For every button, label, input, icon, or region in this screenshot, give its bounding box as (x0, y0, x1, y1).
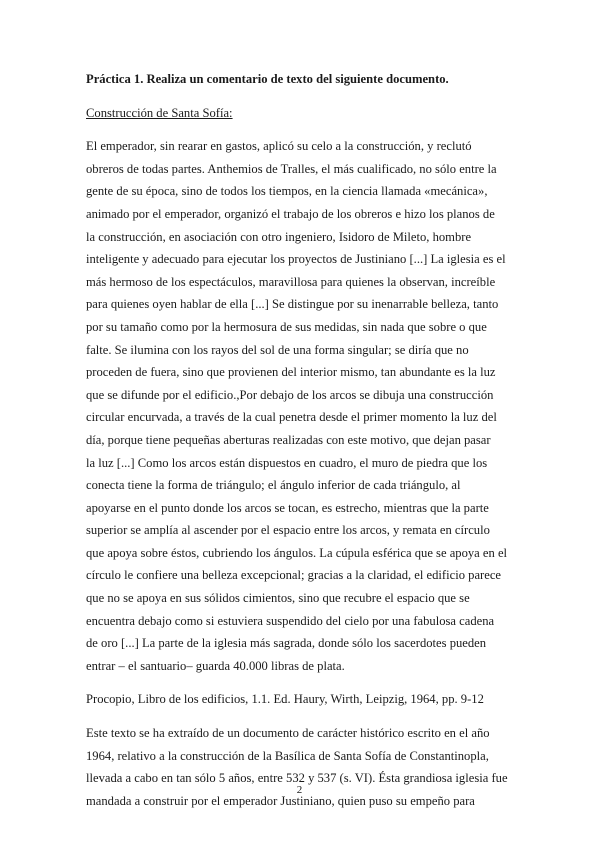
commentary-paragraph (86, 722, 523, 812)
text-line: que apoya sobre éstos, cubriendo los ángulos. La cúpula esférica que se apoya en el (86, 545, 508, 560)
text-line: proceden de fuera, sino que provienen del interior mismo, tan abundante es la luz (86, 365, 496, 380)
text-line: mandada a construir por el emperador Justiniano, quien puso su empeño para (86, 793, 475, 808)
section-subheading: Construcción de Santa Sofía: (86, 105, 233, 120)
text-line: círculo le confiere una belleza excepcional; gracias a la claridad, el edificio parece (86, 568, 501, 583)
text-line: más hermoso de los espectáculos, maravillosa para quienes la observan, increíble (86, 274, 496, 289)
text-line: la luz [...] Como los arcos están dispuestos en cuadro, el muro de piedra que los (86, 455, 488, 470)
text-line: 1964, relativo a la construcción de la Basílica de Santa Sofía de Constantinopla, (86, 748, 489, 763)
text-line: falte. Se ilumina con los rayos del sol de una forma singular; se diría que no (86, 342, 469, 357)
text-line: entrar – el santuario– guarda 40.000 libras de plata. (86, 658, 345, 673)
text-line: conecta tiene la forma de triángulo; el ángulo inferior de cada triángulo, al (86, 478, 461, 493)
text-line: para quienes oyen hablar de ella [...] Se distingue por su inenarrable belleza, tanto (86, 297, 499, 312)
text-line: obreros de todas partes. Anthemios de Tralles, el más cualificado, no sólo entre la (86, 161, 497, 176)
text-line: circular encurvada, a través de la cual penetra desde el primer momento la luz del (86, 410, 497, 425)
text-line: la construcción, en asociación con otro ingeniero, Isidoro de Mileto, hombre (86, 229, 472, 244)
text-line: que se difunde por el edificio.,Por debajo de los arcos se dibuja una construcción (86, 387, 494, 402)
text-line: día, porque tiene pequeñas aberturas realizadas con este motivo, que dejan pasar (86, 432, 491, 447)
text-line: de oro [...] La parte de la iglesia más sagrada, donde sólo los sacerdotes pueden (86, 636, 487, 651)
text-line: superior se amplía al ascender por el espacio entre los arcos, y remata en círculo (86, 523, 490, 538)
document-body (86, 68, 523, 823)
text-line: encuentra debajo como si estuviera suspendido del cielo por una fabulosa cadena (86, 613, 495, 628)
quoted-text-paragraph (86, 135, 523, 677)
text-line: animado por el emperador, organizó el trabajo de los obreros e hizo los planos de (86, 206, 495, 221)
page-number: 2 (296, 784, 303, 796)
source-citation: Procopio, Libro de los edificios, 1.1. Ed. Haury, Wirth, Leipzig, 1964, pp. 9-12 (86, 692, 484, 707)
text-line: Este texto se ha extraído de un documento de carácter histórico escrito en el año (86, 726, 490, 741)
text-line: por su tamaño como por la hermosura de sus medidas, sin nada que sobre o que (86, 319, 487, 334)
text-line: que no se apoya en sus sólidos cimientos, sino que recubre el espacio que se (86, 591, 470, 606)
text-line: apoyarse en el punto donde los arcos se tocan, es estrecho, mientras que la parte (86, 500, 489, 515)
exercise-heading: Práctica 1. Realiza un comentario de texto del siguiente documento. (86, 72, 449, 86)
text-line: El emperador, sin rearar en gastos, aplicó su celo a la construcción, y reclutó (86, 139, 472, 154)
text-line: gente de su época, sino de todos los tiempos, en la ciencia llamada «mecánica», (86, 184, 488, 199)
text-line: llevada a cabo en tan sólo 5 años, entre 532 y 537 (s. VI). Ésta grandiosa iglesia fue (86, 771, 508, 786)
text-line: inteligente y adecuado para ejecutar los proyectos de Justiniano [...] La iglesia es el (86, 252, 506, 267)
